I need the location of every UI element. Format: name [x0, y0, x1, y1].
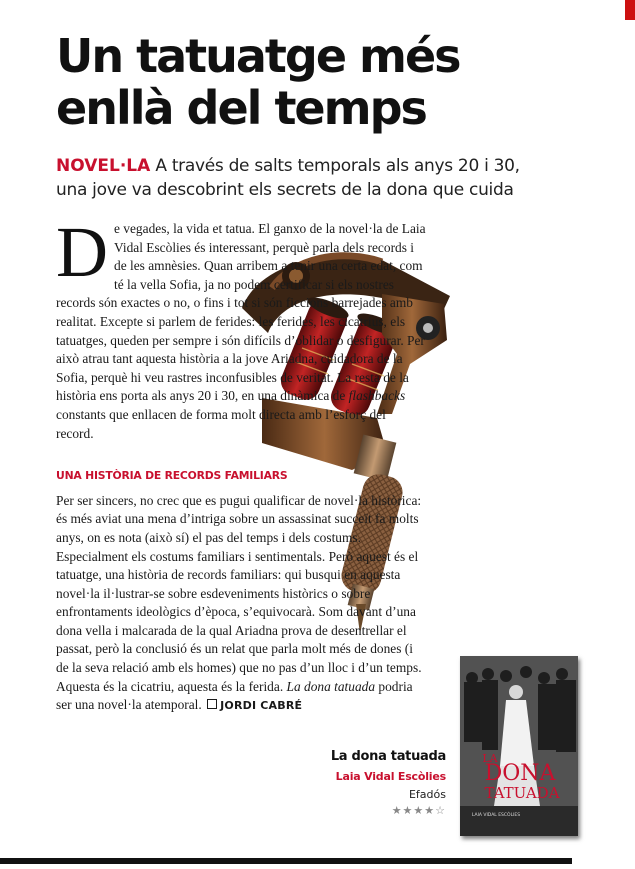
book-title: La dona tatuada: [330, 749, 446, 764]
article-body: [56, 212, 426, 716]
page-title: [56, 30, 576, 134]
title-line-2: enllà del temps: [56, 81, 426, 135]
paragraph-1-text: e vegades, la vida et tatua. El ganxo de la novel·la de Laia Vidal Escòlies és interessant, perquè parla dels records i de les amnèsies. Quan arribem a tenir una certa edat, com té la vella Sofia, ja no podem certificar si els nostres records són exactes o no, o fins i tot si són ficcions barrejades amb realitat. Excepte si parlem de ferides: les ferides, les cicatrius, els tatuatges, queden per sempre i són difícils d’oblidar o desfigurar. Per això atrau tant aquesta història a la jove Ariadna, cuidadora de la Sofia, perquè hi veu rastres inconfusibles de veritat. La resta de la història ens porta als anys 20 i 30, en una dinàmica de: [56, 221, 426, 404]
page-edge-marker: [625, 0, 635, 20]
cover-title-line-1: LA: [482, 752, 498, 765]
paragraph-1-italic: flashbacks: [348, 388, 406, 404]
section-tag: NOVEL·LA: [56, 156, 151, 176]
byline-box-icon: [207, 699, 217, 709]
drop-cap: D: [56, 212, 108, 292]
paragraph-2-end: podria ser una novel·la atemporal.: [56, 678, 413, 713]
paragraph-1-end: constants que enllacen de forma molt directa amb l’esforç del record.: [56, 406, 386, 441]
author-byline: [205, 699, 302, 712]
section-heading: UNA HISTÒRIA DE RECORDS FAMILIARS: [56, 469, 288, 483]
book-author: Laia Vidal Escòlies: [335, 770, 446, 783]
paragraph-1: [56, 212, 426, 443]
book-publisher: Efadós: [408, 788, 446, 801]
book-info-box: [318, 748, 446, 819]
standfirst: [56, 154, 596, 202]
bottom-rule: [0, 858, 572, 864]
standfirst-line-1: A través de salts temporals als anys 20 i 30,: [150, 156, 520, 176]
cover-title-line-3: TATUADA: [484, 784, 560, 802]
cover-author: LAIA VIDAL ESCÒLIES: [471, 813, 521, 818]
paragraph-2: [56, 492, 426, 716]
paragraph-2-text: Per ser sincers, no crec que es pugui qualificar de novel·la històrica: és més aviat una mena d’intriga sobre un assassinat succeït fa molts anys, on es nota (això sí) el pas del temps i dels costums. Especialment els costums familiars i sentimentals. Però aquest és el tatuatge, una història de records familiars: qui busqui en aquesta novel·la il·lustrar-se sobre esdeveniments històrics o sobre enfrontaments ideològics d’època, s’equivocarà. Som davant d’una dona vella i malcarada de la qual Ariadna prova de desentrellar el passat, però la conclusió és un relat que parla molt més de dones (i de la seva relació amb els homes) que no pas d’un lloc i d’un temps. Aquesta és la cicatriu, aquesta és la ferida.: [56, 492, 422, 694]
book-rating-stars: ★★★★☆: [391, 804, 446, 817]
standfirst-line-2: una jove va descobrint els secrets de la dona que cuida: [56, 180, 514, 200]
cover-title-line-2: DONA: [484, 761, 556, 786]
paragraph-2-italic: La dona tatuada: [286, 678, 376, 694]
author-name: JORDI CABRÉ: [220, 699, 303, 713]
title-line-1: Un tatuatge més: [56, 29, 460, 83]
book-cover-photo-icon: [460, 656, 578, 836]
